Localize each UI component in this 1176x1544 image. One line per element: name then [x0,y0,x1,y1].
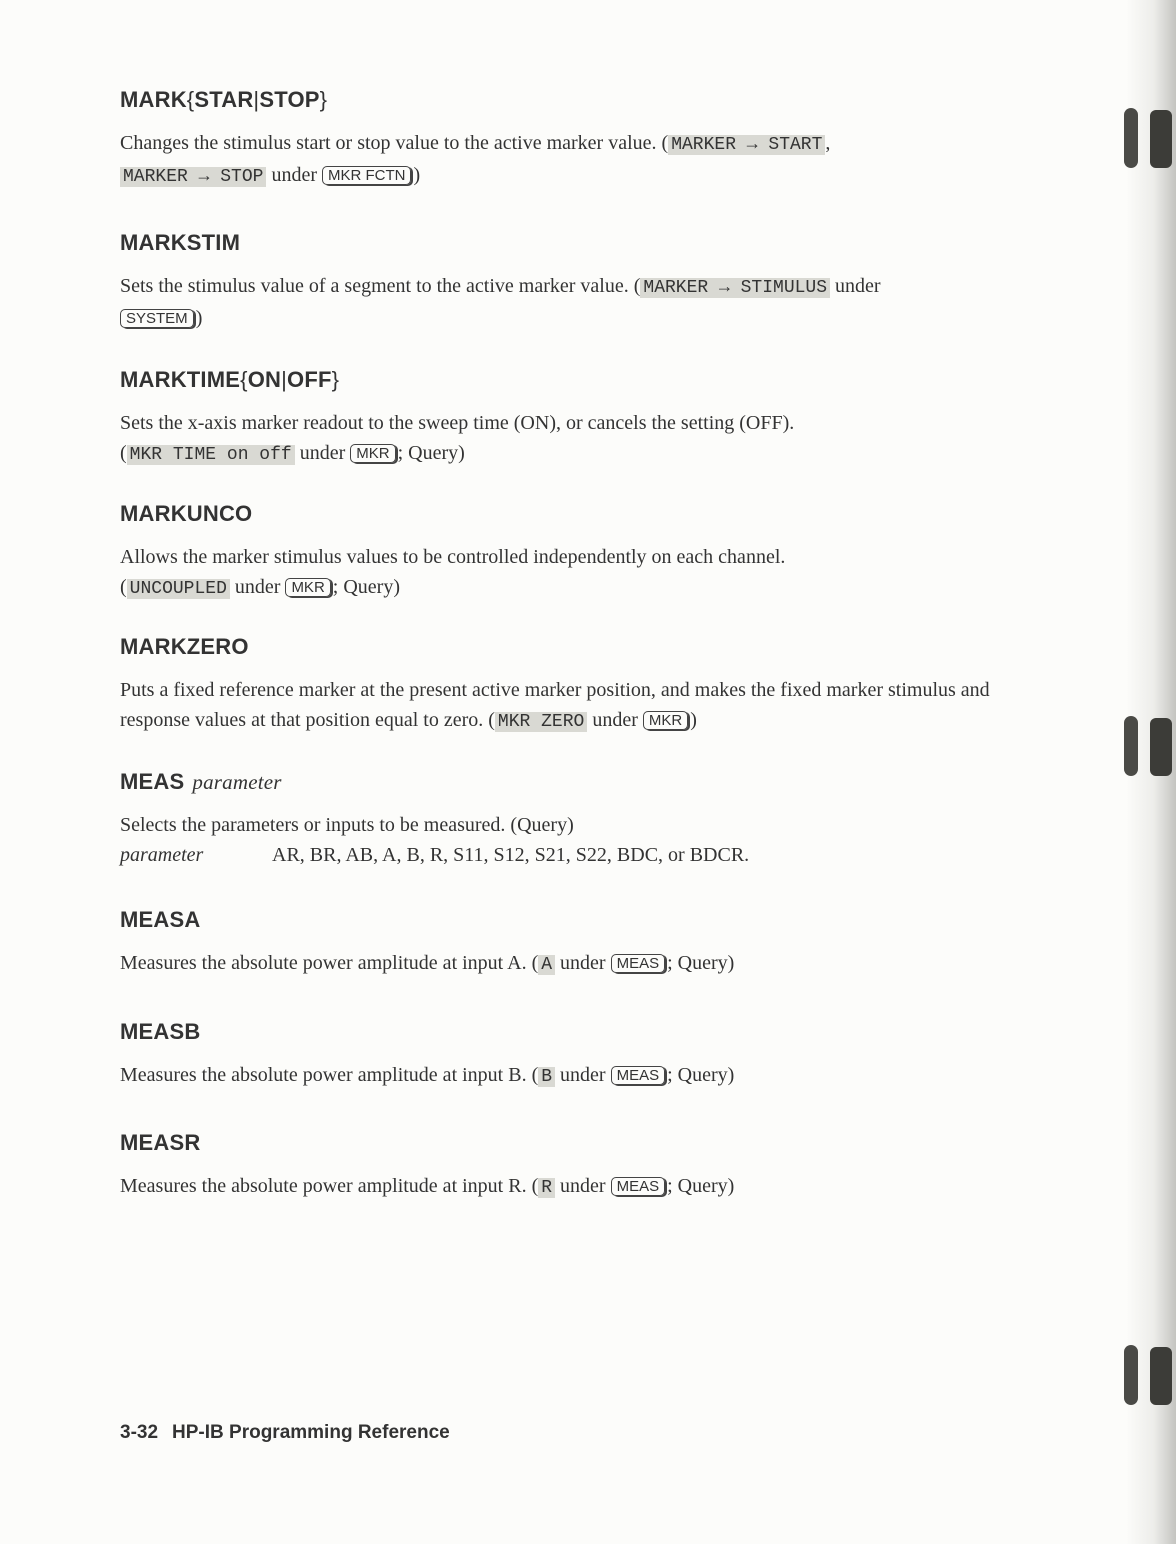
command-description: Measures the absolute power amplitude at input R. ( R under MEAS ; Query) [120,1175,735,1198]
entry-markstim [120,229,1020,334]
command-description: Puts a fixed reference marker at the present active marker position, and makes the fixed marker stimulus and response values at that position equal to zero. ( MKR ZERO under MKR ) [120,679,990,732]
command-heading: MARKSTIM [120,230,241,255]
command-heading: MARKZERO [120,634,249,659]
page-footer [120,1422,450,1444]
command-description: Selects the parameters or inputs to be measured. (Query) [120,814,574,836]
command-description: Sets the x-axis marker readout to the sweep time (ON), or cancels the setting (OFF). ( MKR TIME on off under MKR ; Query) [120,412,795,465]
command-description: Measures the absolute power amplitude at input B. ( B under MEAS ; Query) [120,1064,735,1087]
hardkey-mkr: MKR [350,444,395,463]
command-description: Measures the absolute power amplitude at input A. ( A under MEAS ; Query) [120,952,735,975]
command-argument: parameter [192,770,282,794]
entry-measr [120,1129,1020,1203]
binder-hole [1124,108,1172,172]
command-description: Sets the stimulus value of a segment to the active marker value. ( MARKER → STIMULUS under SYSTEM ) [120,275,881,329]
command-heading: MARKUNCO [120,501,253,526]
footer-title: HP-IB Programming Reference [172,1422,450,1443]
hardkey-meas: MEAS [611,954,666,973]
softkey-a: A [538,955,555,975]
parameter-values: AR, BR, AB, A, B, R, S11, S12, S21, S22, BDC, or BDCR. [272,844,750,866]
entry-marktime-on-off [120,366,1020,470]
softkey-marker-stop: MARKER → STOP [120,167,266,187]
command-heading: MARKTIME{ON|OFF} [120,367,340,392]
parameter-row [120,844,1020,867]
command-heading: MARK{STAR|STOP} [120,87,328,112]
entry-markunco [120,500,1020,604]
softkey-mkr-time-on-off: MKR TIME on off [127,445,295,465]
entry-markzero [120,633,1020,737]
softkey-mkr-zero: MKR ZERO [495,712,587,732]
softkey-uncoupled: UNCOUPLED [127,579,230,599]
entry-measb [120,1018,1020,1092]
command-heading: MEAS parameter [120,769,282,794]
softkey-r: R [538,1178,555,1198]
page-number: 3-32 [120,1422,159,1443]
command-heading: MEASR [120,1130,201,1155]
softkey-b: B [538,1067,555,1087]
hardkey-system: SYSTEM [120,309,194,328]
hardkey-mkr: MKR [643,711,688,730]
entry-measa [120,906,1020,980]
command-heading: MEASB [120,1019,201,1044]
command-description: Allows the marker stimulus values to be controlled independently on each channel. ( UNCOUPLED under MKR ; Query) [120,546,786,599]
binder-hole [1124,1345,1172,1409]
hardkey-meas: MEAS [611,1066,666,1085]
entry-meas [120,768,1020,867]
hardkey-mkr-fctn: MKR FCTN [322,166,412,185]
softkey-marker-start: MARKER → START [668,135,825,155]
parameter-name: parameter [120,844,204,866]
softkey-marker-stimulus: MARKER → STIMULUS [640,278,830,298]
entry-mark-star-stop [120,86,1020,192]
binder-hole [1124,716,1172,780]
hardkey-mkr: MKR [285,578,330,597]
hardkey-meas: MEAS [611,1177,666,1196]
command-description: Changes the stimulus start or stop value to the active marker value. ( MARKER → START , MARKER → STOP under MKR FCTN ) [120,132,831,187]
command-heading: MEASA [120,907,201,932]
